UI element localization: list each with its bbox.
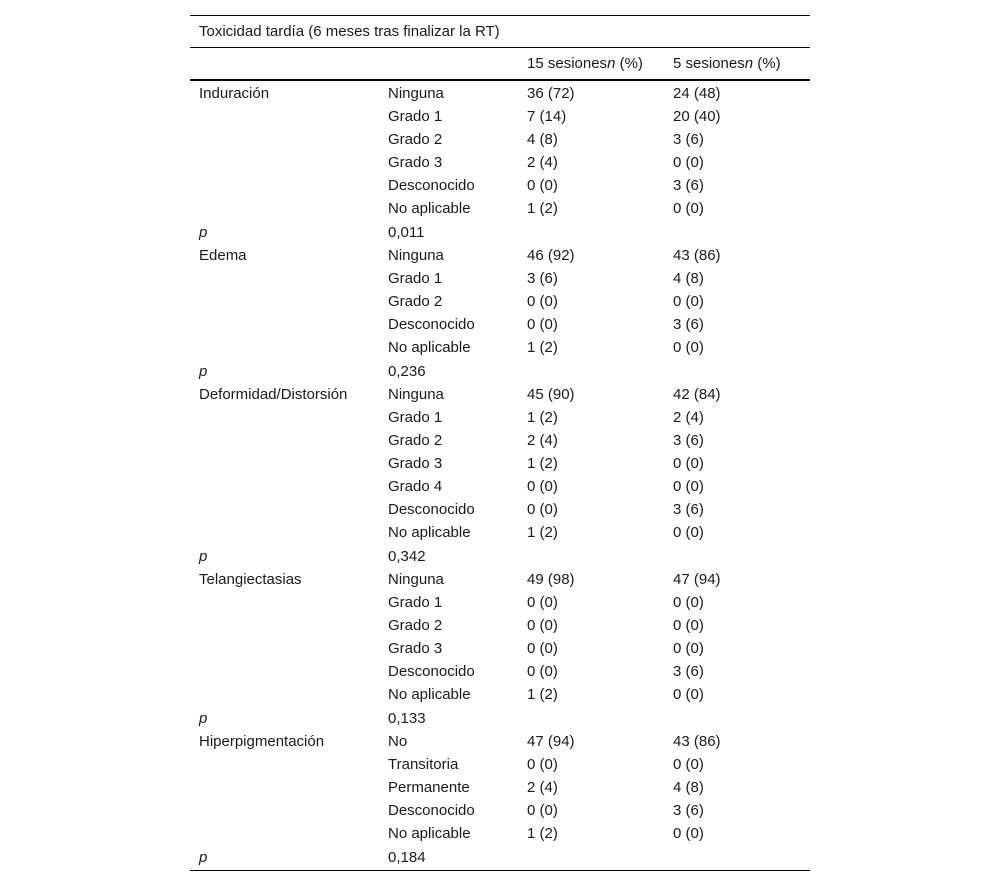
table-body [190,81,810,870]
value-15-sesiones: 7 (14) [527,108,567,125]
p-value: 0,236 [388,362,426,380]
p-value-row [190,845,810,869]
value-5-sesiones: 0 (0) [673,200,704,217]
table-row [190,614,810,637]
table-row [190,244,810,267]
value-5-sesiones: 3 (6) [673,131,704,148]
value-5-sesiones: 0 (0) [673,339,704,356]
grade-cell: Desconocido [388,663,475,680]
table-row [190,174,810,197]
table-caption: Toxicidad tardía (6 meses tras finalizar la RT) [199,23,500,40]
grade-cell: Grado 3 [388,640,443,657]
table-row [190,591,810,614]
grade-cell: Grado 2 [388,432,443,449]
p-symbol: p [199,848,208,866]
value-5-sesiones: 42 (84) [673,386,721,403]
value-15-sesiones: 0 (0) [527,617,558,634]
grade-cell: Grado 1 [388,270,443,287]
table-row [190,683,810,706]
value-5-sesiones: 24 (48) [673,85,721,102]
value-5-sesiones: 0 (0) [673,686,704,703]
section-label: Hiperpigmentación [199,733,325,750]
value-15-sesiones: 0 (0) [527,316,558,333]
table-row [190,637,810,660]
table-row [190,267,810,290]
value-5-sesiones: 0 (0) [673,640,704,657]
value-5-sesiones: 0 (0) [673,756,704,773]
grade-cell: No [388,733,408,750]
section-label: Induración [199,85,270,102]
value-15-sesiones: 0 (0) [527,640,558,657]
value-5-sesiones: 0 (0) [673,594,704,611]
value-5-sesiones: 2 (4) [673,409,704,426]
value-5-sesiones: 3 (6) [673,802,704,819]
header-5-label: 5 sesiones [673,55,745,72]
grade-cell: Grado 3 [388,154,443,171]
value-15-sesiones: 2 (4) [527,154,558,171]
value-15-sesiones: 1 (2) [527,686,558,703]
value-5-sesiones: 0 (0) [673,154,704,171]
p-value-row [190,544,810,568]
table-row [190,568,810,591]
value-15-sesiones: 1 (2) [527,409,558,426]
grade-cell: No aplicable [388,686,471,703]
table-row [190,429,810,452]
value-15-sesiones: 2 (4) [527,779,558,796]
header-15-pct: (%) [615,55,643,72]
value-15-sesiones: 0 (0) [527,177,558,194]
value-15-sesiones: 1 (2) [527,200,558,217]
p-label [190,548,388,565]
grade-cell: Desconocido [388,501,475,518]
table-row [190,799,810,822]
grade-cell: Grado 3 [388,455,443,472]
grade-cell: No aplicable [388,200,471,217]
toxicity-table [190,15,810,871]
table-row [190,336,810,359]
table-row [190,128,810,151]
grade-cell: Ninguna [388,85,444,102]
value-15-sesiones: 1 (2) [527,825,558,842]
p-value: 0,184 [388,848,426,866]
table-row [190,105,810,128]
table-row [190,521,810,544]
grade-cell: Grado 4 [388,478,443,495]
value-15-sesiones: 2 (4) [527,432,558,449]
value-5-sesiones: 20 (40) [673,108,721,125]
grade-cell: No aplicable [388,339,471,356]
table-row [190,383,810,406]
value-15-sesiones: 0 (0) [527,802,558,819]
p-label [190,710,388,727]
value-15-sesiones: 47 (94) [527,733,575,750]
grade-cell: Desconocido [388,316,475,333]
table-row [190,753,810,776]
value-15-sesiones: 0 (0) [527,756,558,773]
value-5-sesiones: 3 (6) [673,177,704,194]
grade-cell: Grado 2 [388,617,443,634]
value-5-sesiones: 43 (86) [673,247,721,264]
table-row [190,660,810,683]
header-15-n: n [607,55,616,72]
grade-cell: No aplicable [388,524,471,541]
value-5-sesiones: 3 (6) [673,316,704,333]
value-15-sesiones: 46 (92) [527,247,575,264]
value-5-sesiones: 0 (0) [673,293,704,310]
value-15-sesiones: 45 (90) [527,386,575,403]
table-row [190,822,810,845]
table-row [190,290,810,313]
table-row [190,452,810,475]
p-value: 0,011 [388,223,425,241]
table-row [190,730,810,753]
section-label: Edema [199,247,247,264]
p-value-row [190,220,810,244]
value-15-sesiones: 0 (0) [527,478,558,495]
value-5-sesiones: 0 (0) [673,825,704,842]
p-label [190,849,388,866]
grade-cell: Grado 2 [388,293,443,310]
header-5-pct: (%) [753,55,781,72]
value-15-sesiones: 0 (0) [527,594,558,611]
grade-cell: Desconocido [388,177,475,194]
value-15-sesiones: 1 (2) [527,339,558,356]
p-label [190,224,388,241]
table-row [190,313,810,336]
header-5-sesiones [673,55,810,72]
value-15-sesiones: 1 (2) [527,524,558,541]
value-5-sesiones: 0 (0) [673,455,704,472]
p-value-row [190,359,810,383]
value-5-sesiones: 47 (94) [673,571,721,588]
table-row [190,498,810,521]
p-value-row [190,706,810,730]
p-symbol: p [199,362,208,380]
table-bottom-rule [190,870,810,871]
table-header-row [190,48,810,79]
p-label [190,363,388,380]
value-15-sesiones: 3 (6) [527,270,558,287]
p-value: 0,342 [388,547,426,565]
table-row [190,475,810,498]
p-value: 0,133 [388,709,426,727]
value-15-sesiones: 0 (0) [527,293,558,310]
grade-cell: Ninguna [388,571,444,588]
value-15-sesiones: 0 (0) [527,663,558,680]
header-15-sesiones [527,55,673,72]
grade-cell: Desconocido [388,802,475,819]
value-5-sesiones: 3 (6) [673,501,704,518]
value-5-sesiones: 0 (0) [673,617,704,634]
value-15-sesiones: 36 (72) [527,85,575,102]
header-15-label: 15 sesiones [527,55,608,72]
section-label: Telangiectasias [199,571,302,588]
grade-cell: Grado 1 [388,409,443,426]
grade-cell: Grado 2 [388,131,443,148]
p-symbol: p [199,709,208,727]
p-symbol: p [199,223,208,241]
grade-cell: Ninguna [388,386,444,403]
table-row [190,406,810,429]
value-15-sesiones: 4 (8) [527,131,558,148]
value-5-sesiones: 3 (6) [673,432,704,449]
header-5-n: n [744,55,754,72]
value-5-sesiones: 4 (8) [673,270,704,287]
grade-cell: Permanente [388,779,470,796]
value-5-sesiones: 3 (6) [673,663,704,680]
table-row [190,197,810,220]
value-5-sesiones: 0 (0) [673,478,704,495]
table-row [190,82,810,105]
value-5-sesiones: 43 (86) [673,733,721,750]
value-15-sesiones: 0 (0) [527,501,558,518]
p-symbol: p [199,547,208,565]
section-label: Deformidad/Distorsión [199,386,348,403]
grade-cell: Grado 1 [388,108,443,125]
value-15-sesiones: 49 (98) [527,571,575,588]
grade-cell: Grado 1 [388,594,443,611]
value-5-sesiones: 4 (8) [673,779,704,796]
grade-cell: No aplicable [388,825,471,842]
table-row [190,151,810,174]
table-row [190,776,810,799]
value-5-sesiones: 0 (0) [673,524,704,541]
grade-cell: Transitoria [388,756,459,773]
value-15-sesiones: 1 (2) [527,455,558,472]
grade-cell: Ninguna [388,247,444,264]
